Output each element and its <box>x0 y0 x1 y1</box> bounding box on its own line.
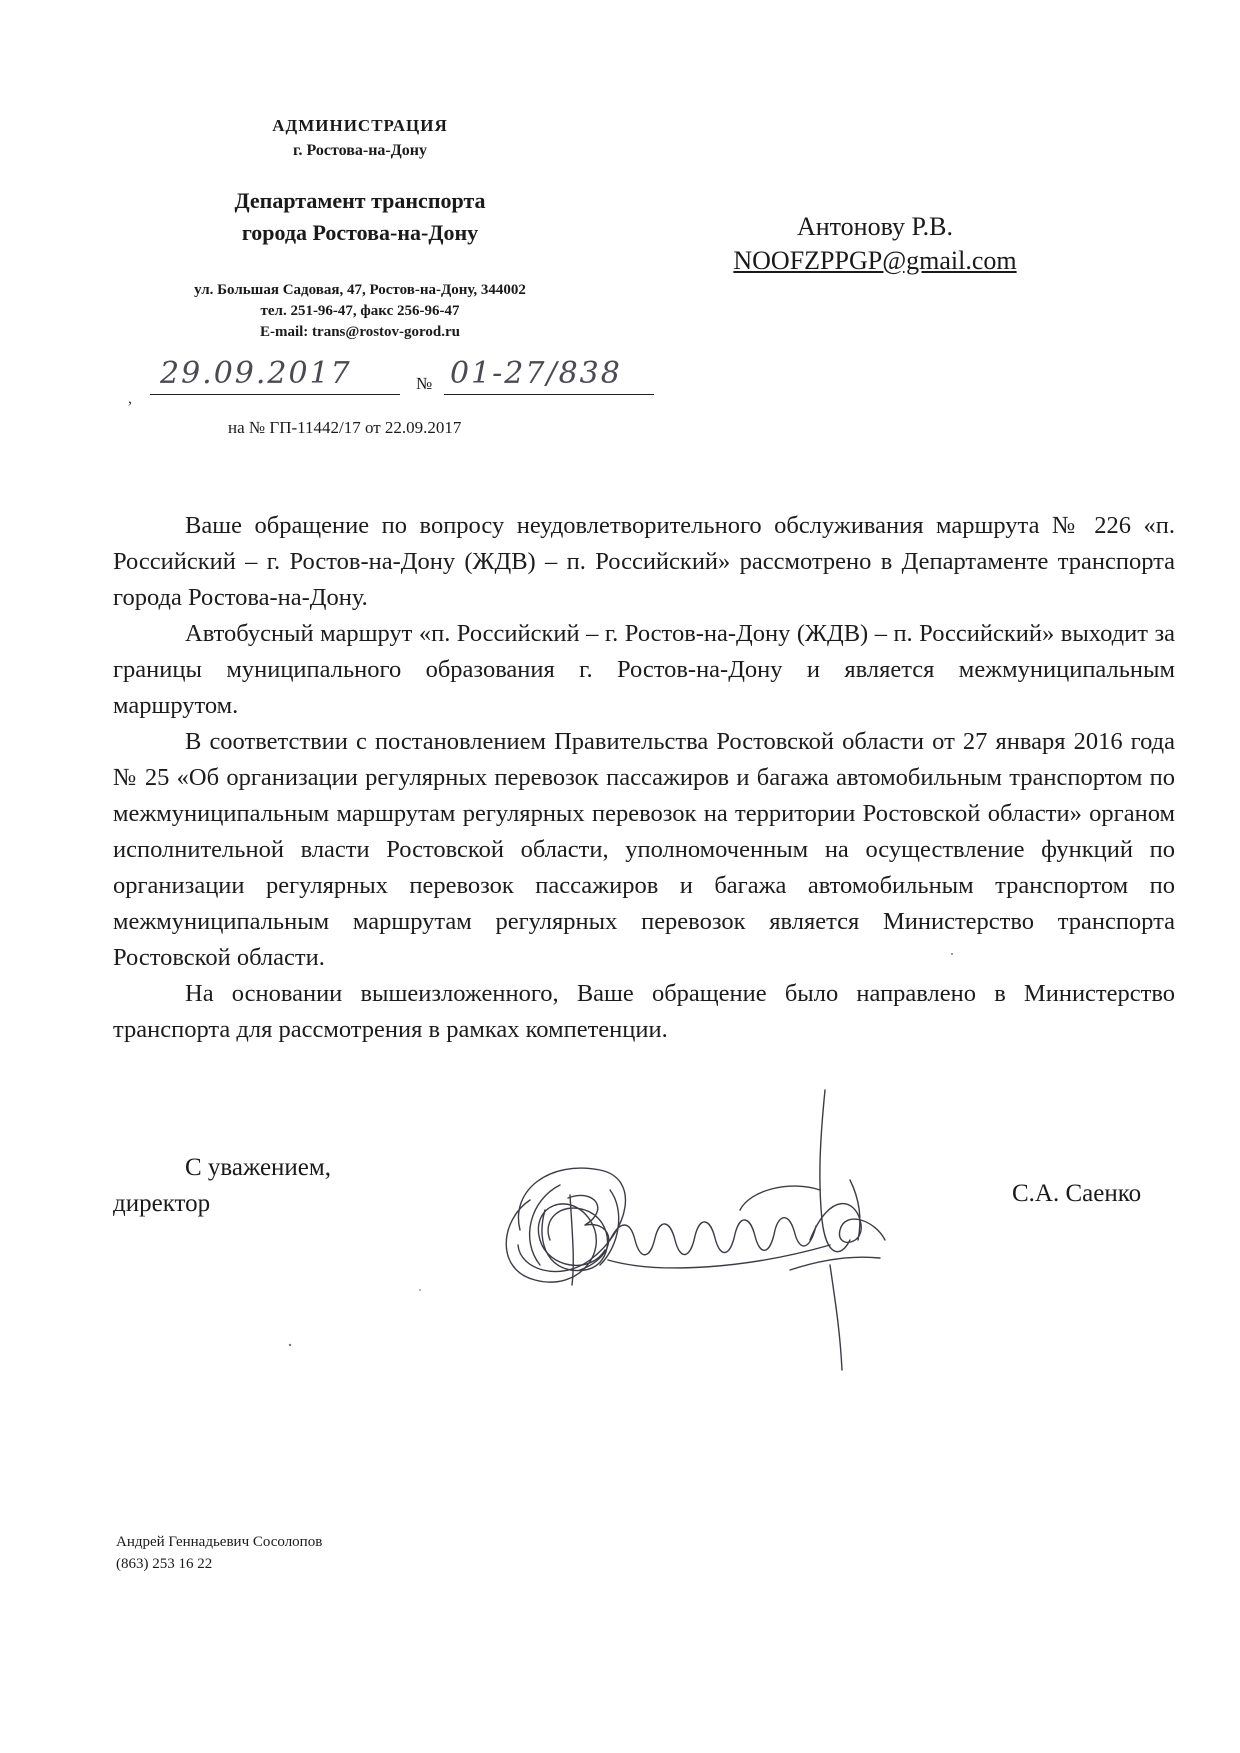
department-name-line1: Департамент транспорта <box>234 188 486 213</box>
letter-body <box>113 508 1175 1048</box>
recipient-name: Антонову Р.В. <box>796 212 954 241</box>
handwritten-signature <box>490 1070 970 1390</box>
administration-title: АДМИНИСТРАЦИЯ <box>272 116 448 135</box>
body-paragraph: Автобусный маршрут «п. Российский – г. Ростов-на-Дону (ЖДВ) – п. Российский» выходит за границы муниципального образования г. Ростов-на-Дону и является межмуниципальным маршрутом. <box>113 620 1175 719</box>
registration-row <box>120 356 640 406</box>
signer-name: С.А. Саенко <box>1012 1180 1142 1207</box>
administration-city: г. Ростова-на-Дону <box>293 142 427 159</box>
registration-number: 01-27/838 <box>450 356 622 391</box>
closing-position: директор <box>113 1190 211 1217</box>
department-name-line2: города Ростова-на-Дону <box>241 220 479 245</box>
executor-name: Андрей Геннадьевич Сосолопов <box>116 1534 323 1550</box>
closing-regards: С уважением, <box>185 1154 331 1181</box>
closing-block <box>113 1150 331 1222</box>
reference-line: на № ГП-11442/17 от 22.09.2017 <box>228 418 462 437</box>
body-paragraph: На основании вышеизложенного, Ваше обращение было направлено в Министерство транспорта для рассмотрения в рамках компетенции. <box>113 980 1175 1043</box>
registration-number-sign: № <box>416 374 433 393</box>
registration-date: 29.09.2017 <box>160 356 352 391</box>
registration-tick-mark: , <box>128 390 132 407</box>
registration-date-underline <box>150 394 400 395</box>
recipient-email: NOOFZPPGP@gmail.com <box>733 246 1017 275</box>
department-email: E-mail: trans@rostov-gorod.ru <box>259 324 461 340</box>
department-phone-fax: тел. 251-96-47, факс 256-96-47 <box>260 303 460 319</box>
registration-number-underline <box>444 394 654 395</box>
department-address: ул. Большая Садовая, 47, Ростов-на-Дону, 344002 <box>194 282 526 298</box>
body-paragraph: Ваше обращение по вопросу неудовлетворительного обслуживания маршрута № 226 «п. Российский – г. Ростов-на-Дону (ЖДВ) – п. Российский» рассмотрено в Департаменте транспорта города Ростова-на-Дону. <box>113 512 1175 611</box>
executor-phone: (863) 253 16 22 <box>116 1556 213 1572</box>
body-paragraph: В соответствии с постановлением Правительства Ростовской области от 27 января 2016 года № 25 «Об организации регулярных перевозок пассажиров и багажа автомобильным транспортом по межмуниципальным маршрутам регулярных перевозок на территории Ростовской области» органом исполнительной власти Ростовской области, уполномоченным на осуществление функций по организации регулярных перевозок пассажиров и багажа автомобильным транспортом по межмуниципальным маршрутам регулярных перевозок является Министерство транспорта Ростовской области. <box>113 728 1175 971</box>
